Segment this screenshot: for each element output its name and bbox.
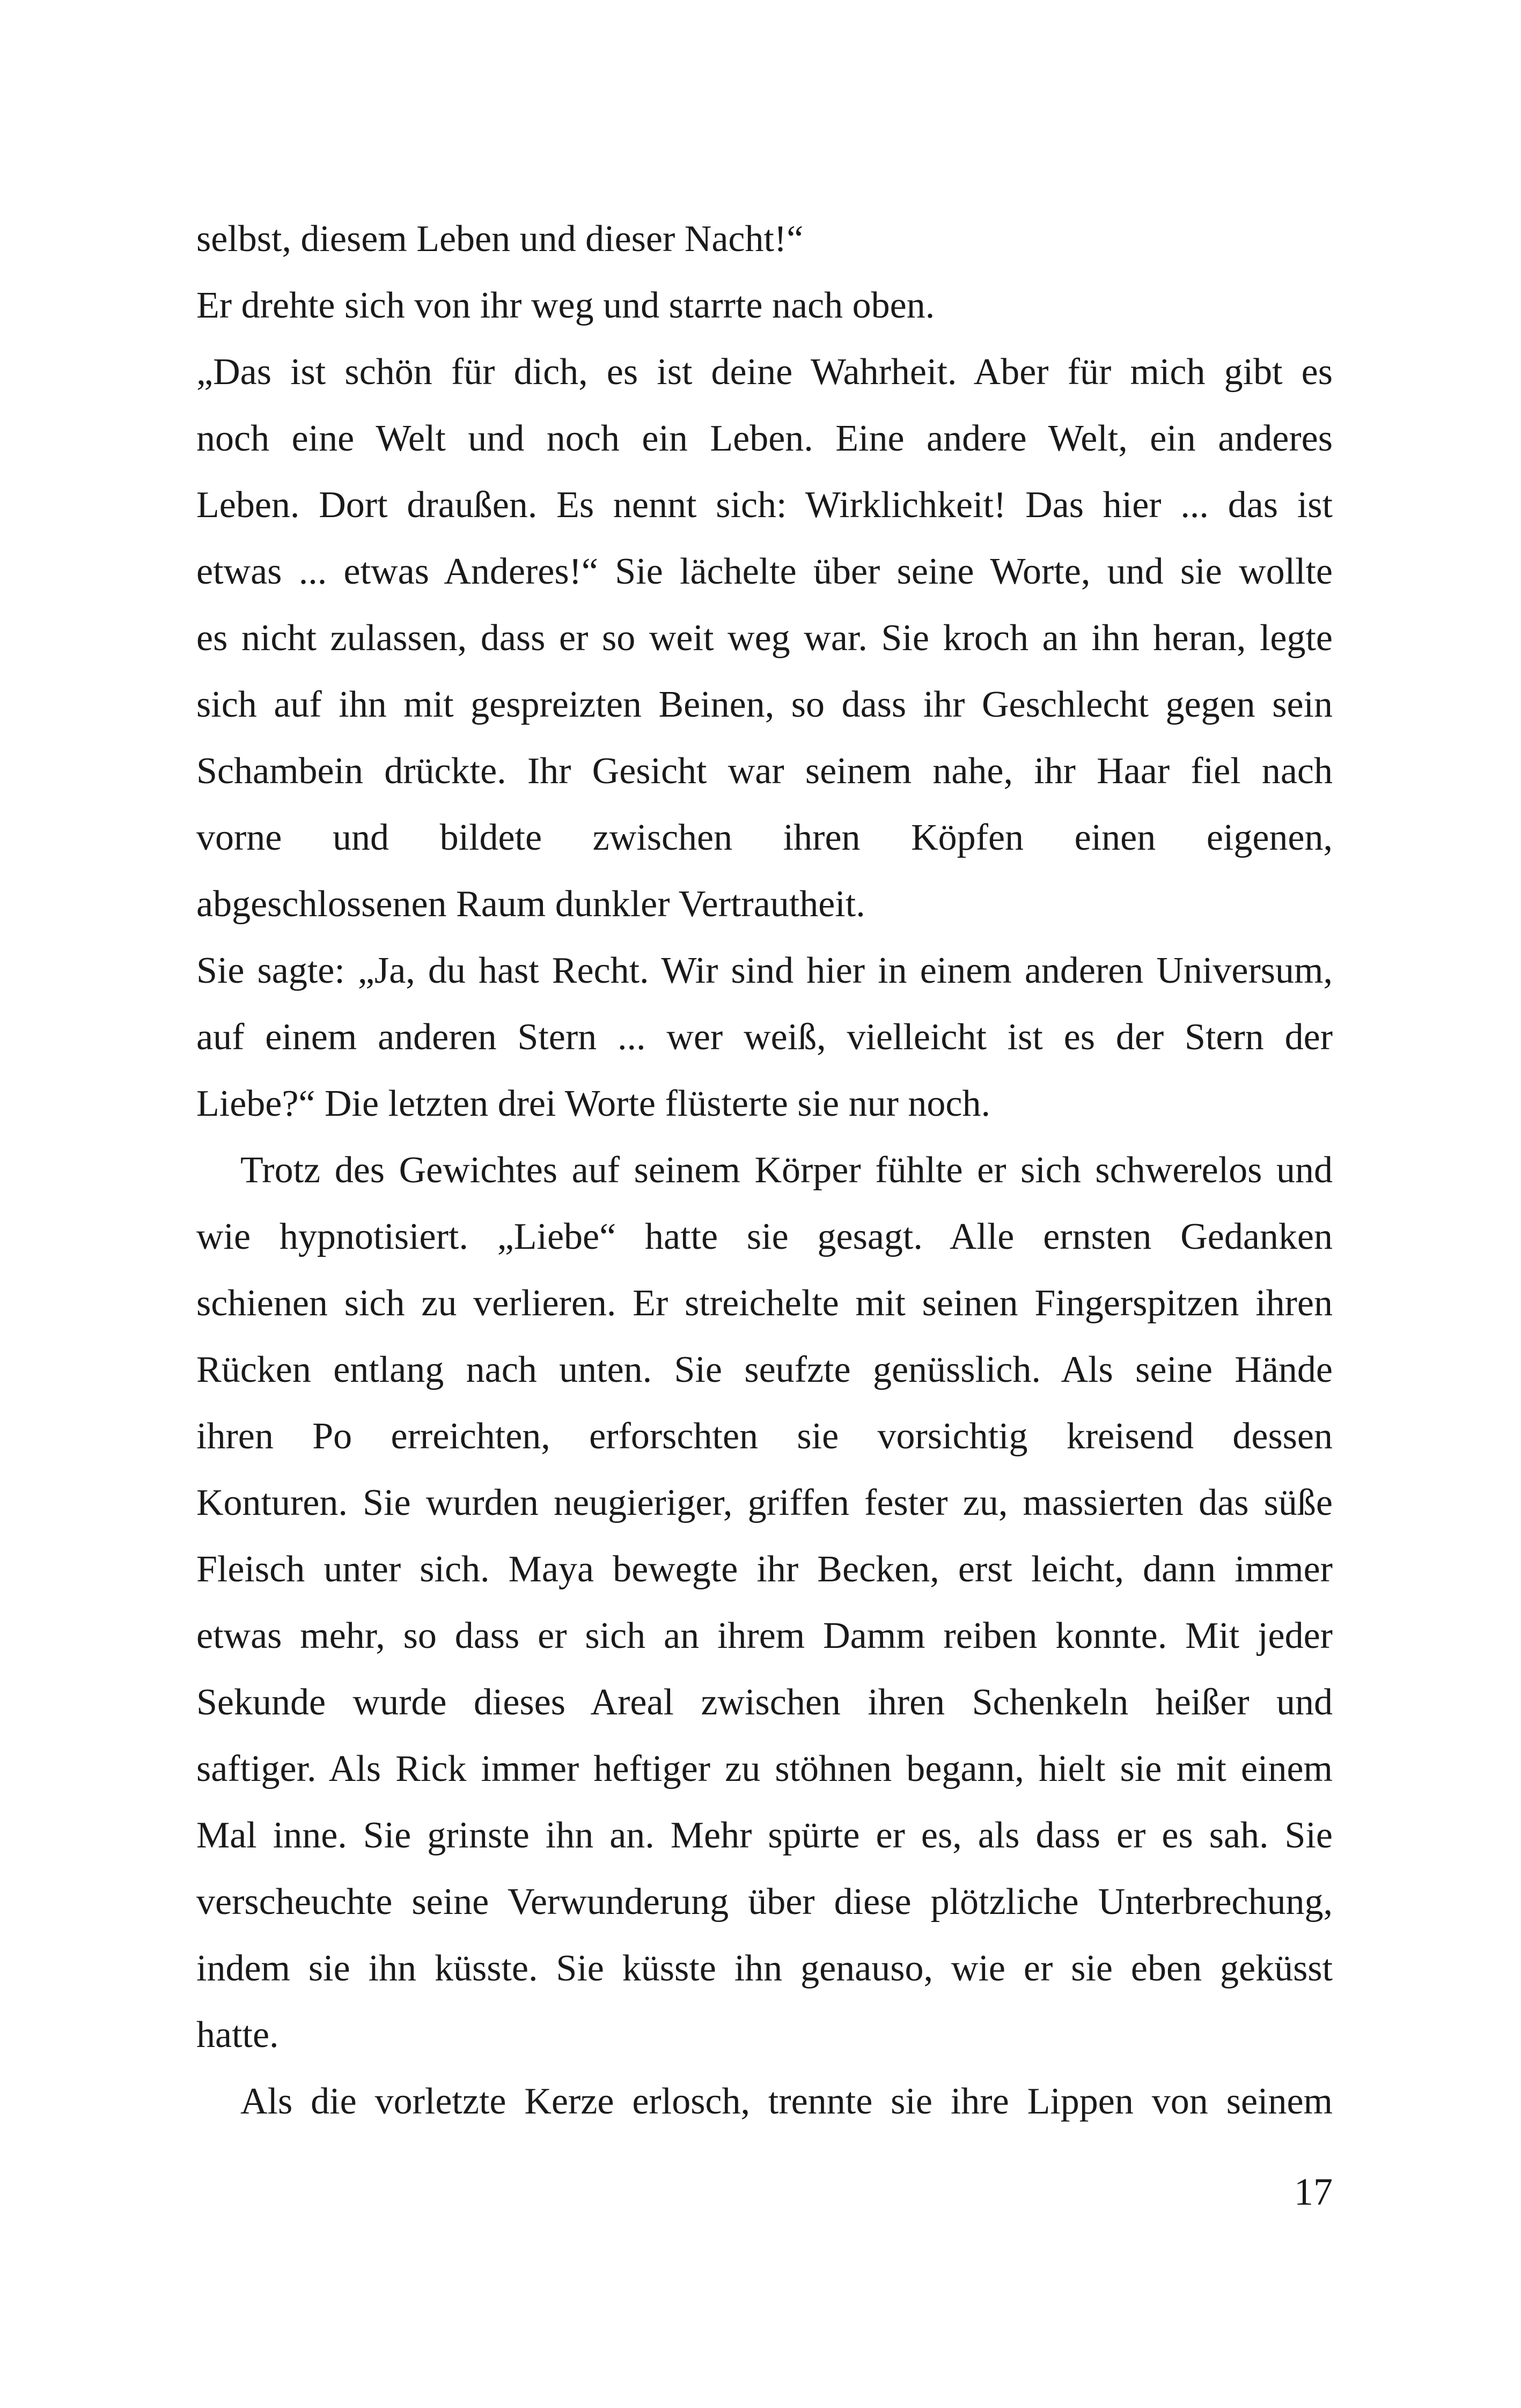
text-line: abgeschlossenen Raum dunkler Vertrautheit. — [196, 883, 865, 925]
text-line: Konturen. Sie wurden neugieriger, griffen fester zu, massierten das süße — [196, 1482, 1333, 1523]
text-line: es nicht zulassen, dass er so weit weg war. Sie kroch an ihn heran, legte — [196, 617, 1333, 659]
text-line: noch eine Welt und noch ein Leben. Eine andere Welt, ein anderes — [196, 418, 1333, 459]
text-line: Mal inne. Sie grinste ihn an. Mehr spürte er es, als dass er es sah. Sie — [196, 1815, 1333, 1856]
text-block — [196, 206, 1333, 2135]
text-line: Sekunde wurde dieses Areal zwischen ihren Schenkeln heißer und — [196, 1682, 1333, 1723]
text-line: saftiger. Als Rick immer heftiger zu stöhnen begann, hielt sie mit einem — [196, 1748, 1333, 1790]
text-line: hatte. — [196, 2014, 279, 2056]
text-line: vorne und bildete zwischen ihren Köpfen einen eigenen, — [196, 817, 1333, 858]
text-line: Leben. Dort draußen. Es nennt sich: Wirklichkeit! Das hier ... das ist — [196, 484, 1333, 526]
text-line: schienen sich zu verlieren. Er streichelte mit seinen Fingerspitzen ihren — [196, 1283, 1333, 1324]
text-line: Als die vorletzte Kerze erlosch, trennte sie ihre Lippen von seinem — [240, 2081, 1333, 2122]
text-line: Fleisch unter sich. Maya bewegte ihr Becken, erst leicht, dann immer — [196, 1549, 1333, 1590]
text-line: Liebe?“ Die letzten drei Worte flüsterte sie nur noch. — [196, 1083, 990, 1124]
text-line: Trotz des Gewichtes auf seinem Körper fühlte er sich schwerelos und — [240, 1150, 1333, 1191]
text-line: sich auf ihn mit gespreizten Beinen, so dass ihr Geschlecht gegen sein — [196, 684, 1333, 725]
text-line: indem sie ihn küsste. Sie küsste ihn genauso, wie er sie eben geküsst — [196, 1948, 1333, 1989]
page-number: 17 — [1294, 2170, 1333, 2213]
text-line: etwas mehr, so dass er sich an ihrem Damm reiben konnte. Mit jeder — [196, 1615, 1333, 1656]
text-line: ihren Po erreichten, erforschten sie vorsichtig kreisend dessen — [196, 1416, 1333, 1457]
text-line: Rücken entlang nach unten. Sie seufzte genüsslich. Als seine Hände — [196, 1349, 1333, 1390]
text-line: verscheuchte seine Verwunderung über diese plötzliche Unterbrechung, — [196, 1881, 1333, 1923]
text-line: wie hypnotisiert. „Liebe“ hatte sie gesagt. Alle ernsten Gedanken — [196, 1216, 1333, 1257]
text-line: Schambein drückte. Ihr Gesicht war seinem nahe, ihr Haar fiel nach — [196, 750, 1333, 792]
text-line: auf einem anderen Stern ... wer weiß, vielleicht ist es der Stern der — [196, 1017, 1333, 1058]
text-line: etwas ... etwas Anderes!“ Sie lächelte über seine Worte, und sie wollte — [196, 551, 1333, 592]
text-line: Er drehte sich von ihr weg und starrte nach oben. — [196, 285, 935, 326]
text-line: „Das ist schön für dich, es ist deine Wahrheit. Aber für mich gibt es — [196, 351, 1333, 393]
text-line: selbst, diesem Leben und dieser Nacht!“ — [196, 218, 804, 260]
text-line: Sie sagte: „Ja, du hast Recht. Wir sind hier in einem anderen Universum, — [196, 950, 1333, 991]
